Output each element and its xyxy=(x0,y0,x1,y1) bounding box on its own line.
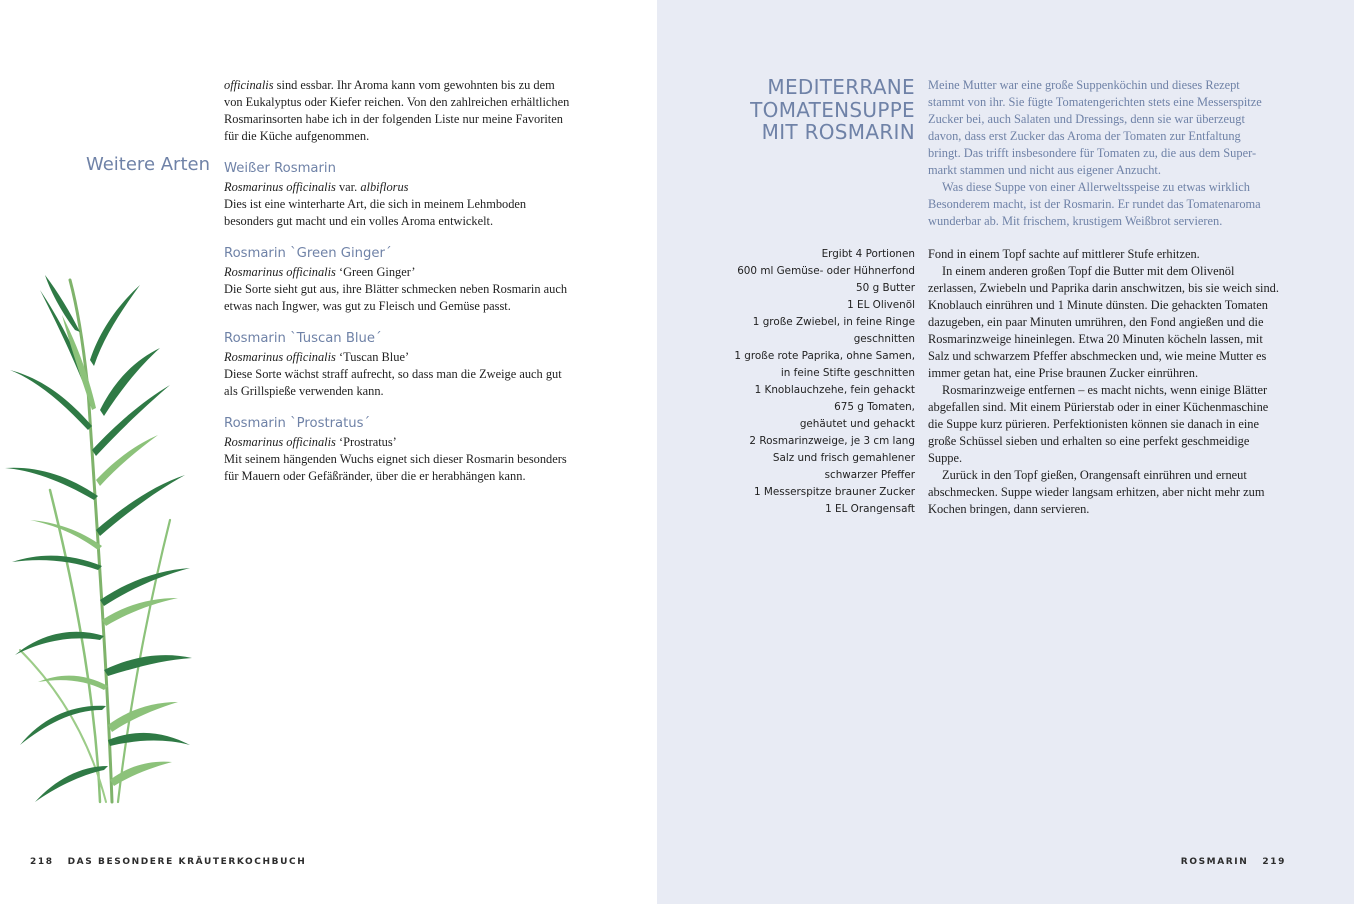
ingredient-line: Salz und frisch gemahlener xyxy=(772,452,915,464)
variety-description: Mit seinem hängenden Wuchs eignet sich dieser Rosmarin besonders für Mauern oder Gefäßränder, über die er herabhängen kann. xyxy=(224,452,567,483)
ingredient-line: 1 EL Olivenöl xyxy=(847,299,915,311)
ingredient-line: Ergibt 4 Portionen xyxy=(821,248,915,260)
variety-name: Rosmarin `Prostratus´ xyxy=(224,416,371,431)
method-paragraph: In einem anderen großen Topf die Butter mit dem Olivenöl zerlassen, Zwiebeln und Paprika darin anschwitzen, bis sie weich sind. Knoblauch einrühren und 1 Minute dünsten. Die gehackten Tomaten dazugeben, ein paar Minuten umrühren, den Fond angießen und die Rosmarinzweige hineinlegen. Etwa 20 Minuten köcheln lassen, mit Salz und schwarzem Pfeffer abschmecken und, wie meine Mutter es immer getan hat, eine Prise braunen Zucker einrühren. xyxy=(928,264,1279,380)
intro-line: Rosmarinsorten habe ich in der folgenden Liste nur meine Favoriten xyxy=(224,112,563,126)
method-paragraph: Fond in einem Topf sachte auf mittlerer Stufe erhitzen. xyxy=(928,247,1200,261)
rosemary-illustration xyxy=(0,270,200,805)
ingredient-line: 1 Messerspitze brauner Zucker xyxy=(754,486,915,498)
ingredient-line: 1 große Zwiebel, in feine Ringe xyxy=(752,316,915,328)
ingredient-line: 600 ml Gemüse- oder Hühnerfond xyxy=(737,265,915,277)
intro-line: für die Küche aufgenommen. xyxy=(224,129,370,143)
recipe-title: MEDITERRANE TOMATENSUPPE MIT ROSMARIN xyxy=(750,75,915,144)
footer-left xyxy=(30,857,306,867)
ingredient-line: geschnitten xyxy=(853,333,915,345)
intro-text xyxy=(224,77,624,145)
page-number: 219 xyxy=(1262,857,1286,867)
ingredient-line: 675 g Tomaten, xyxy=(834,401,915,413)
variety-block xyxy=(224,330,604,400)
book-title: DAS BESONDERE KRÄUTERKOCHBUCH xyxy=(67,857,307,867)
ingredient-line: 1 große rote Paprika, ohne Samen, xyxy=(734,350,915,362)
section-heading: Weitere Arten xyxy=(85,154,210,175)
intro-paragraph: Meine Mutter war eine große Suppenköchin und dieses Rezept stammt von ihr. Sie fügte Tomatengerichten stets eine Messerspitze Zucker bei, auch Salaten und Dressings, denn sie war überzeugt davon, dass erst Zucker das Aroma der Tomaten zur Entfaltung bringt. Das trifft insbesondere für Tomaten zu, die aus dem Super- markt stammen und nicht aus eigener Anzucht. xyxy=(928,78,1262,177)
variety-name: Rosmarin `Tuscan Blue´ xyxy=(224,331,382,346)
intro-line: officinalis sind essbar. Ihr Aroma kann vom gewohnten bis zu dem xyxy=(224,78,555,92)
ingredients-list xyxy=(717,246,915,518)
variety-description: Diese Sorte wächst straff aufrecht, so dass man die Zweige auch gut als Grillspieße verwenden kann. xyxy=(224,367,562,398)
rosemary-leaves-light xyxy=(30,315,178,786)
footer-right xyxy=(1181,857,1286,867)
method-paragraph: Zurück in den Topf gießen, Orangensaft einrühren und erneut abschmecken. Suppe wieder langsam erhitzen, aber nicht mehr zum Kochen bringen, dann servieren. xyxy=(928,468,1265,516)
intro-line: von Eukalyptus oder Kiefer reichen. Von den zahlreichen erhältlichen xyxy=(224,95,570,109)
variety-description: Die Sorte sieht gut aus, ihre Blätter schmecken neben Rosmarin auch etwas nach Ingwer, was gut zu Fleisch und Gemüse passt. xyxy=(224,282,568,313)
ingredient-line: 1 EL Orangensaft xyxy=(825,503,915,515)
variety-latin-name: Rosmarinus officinalis ‘Prostratus’ xyxy=(224,435,397,449)
recipe-method xyxy=(928,246,1300,518)
variety-latin-name: Rosmarinus officinalis var. albiflorus xyxy=(224,180,409,194)
variety-name: Rosmarin `Green Ginger´ xyxy=(224,246,392,261)
variety-block xyxy=(224,415,604,485)
variety-block xyxy=(224,245,604,315)
ingredient-line: gehäutet und gehackt xyxy=(799,418,915,430)
ingredient-line: schwarzer Pfeffer xyxy=(824,469,915,481)
ingredient-line: 50 g Butter xyxy=(856,282,915,294)
page-number: 218 xyxy=(30,857,54,867)
ingredient-line: 2 Rosmarinzweige, je 3 cm lang xyxy=(749,435,915,447)
intro-paragraph: Was diese Suppe von einer Allerweltsspeise zu etwas wirklich Besonderem macht, ist der Rosmarin. Er rundet das Tomatenaroma wunderbar ab. Mit frischem, krustigem Weißbrot servieren. xyxy=(928,180,1261,228)
variety-latin-name: Rosmarinus officinalis ‘Green Ginger’ xyxy=(224,265,416,279)
variety-name: Weißer Rosmarin xyxy=(224,161,336,176)
left-page xyxy=(0,0,657,904)
variety-block xyxy=(224,160,604,230)
variety-latin-name: Rosmarinus officinalis ‘Tuscan Blue’ xyxy=(224,350,410,364)
variety-description: Dies ist eine winterharte Art, die sich in meinem Lehmboden besonders gut macht und ein volles Aroma entwickelt. xyxy=(224,197,527,228)
method-paragraph: Rosmarinzweige entfernen – es macht nichts, wenn einige Blätter abgefallen sind. Mit einem Pürierstab oder in einer Küchenmaschine die Suppe kurz pürieren. Perfektionisten können sie danach in eine große Schüssel sieben und erhalten so eine perfekt geschmeidige Suppe. xyxy=(928,383,1269,465)
ingredient-line: in feine Stifte geschnitten xyxy=(780,367,915,379)
recipe-intro xyxy=(928,77,1298,230)
right-page xyxy=(657,0,1354,904)
section-name: ROSMARIN xyxy=(1180,857,1249,867)
ingredient-line: 1 Knoblauchzehe, fein gehackt xyxy=(754,384,915,396)
